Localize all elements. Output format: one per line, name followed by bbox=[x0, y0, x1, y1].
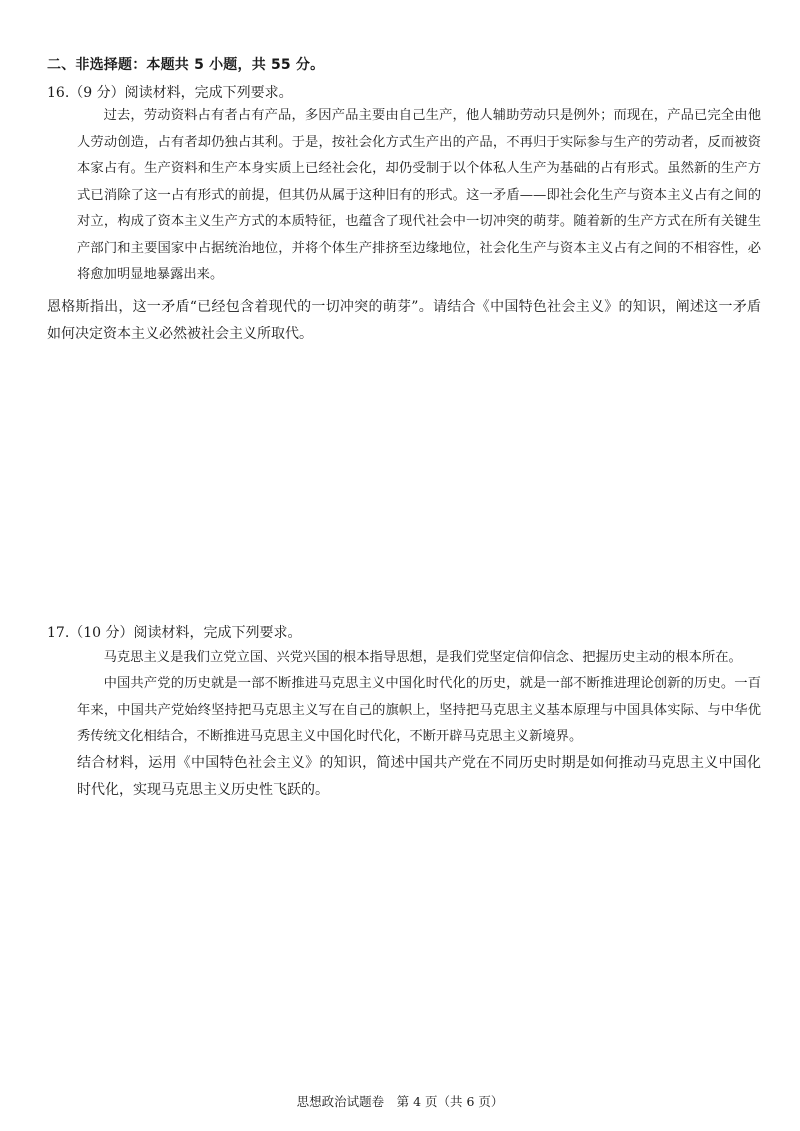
question-16-heading: 16.（9 分）阅读材料，完成下列要求。 bbox=[47, 85, 293, 101]
page-footer: 思想政治试题卷 第 4 页（共 6 页） bbox=[296, 1094, 504, 1109]
question-16-prompt: 恩格斯指出，这一矛盾“已经包含着现代的一切冲突的萌芽”。请结合《中国特色社会主义》的知识，阐述这一矛盾如何决定资本主义必然被社会主义所取代。 bbox=[47, 299, 761, 342]
question-17-prompt: 结合材料，运用《中国特色社会主义》的知识，简述中国共产党在不同历史时期是如何推动马克思主义中国化时代化，实现马克思主义历史性飞跃的。 bbox=[77, 755, 761, 798]
section-header: 二、非选择题：本题共 5 小题，共 55 分。 bbox=[47, 57, 325, 73]
question-16-material: 过去，劳动资料占有者占有产品，多因产品主要由自己生产，他人辅助劳动只是例外；而现在，产品已完全由他人劳动创造，占有者却仍独占其利。于是，按社会化方式生产出的产品，不再归于实际参与生产的劳动者，反而被资本家占有。生产资料和生产本身实质上已经社会化，却仍受制于以个体私人生产为基础的占有形式。虽然新的生产方式已消除了这一占有形式的前提，但其仍从属于这种旧有的形式。这一矛盾——即社会化生产与资本主义占有之间的对立，构成了资本主义生产方式的本质特征，也蕴含了现代社会中一切冲突的萌芽。随着新的生产方式在所有关键生产部门和主要国家中占据统治地位，并将个体生产排挤至边缘地位，社会化生产与资本主义占有之间的不相容性，必将愈加明显地暴露出来。 bbox=[77, 108, 761, 282]
question-17-material-2: 中国共产党的历史就是一部不断推进马克思主义中国化时代化的历史，就是一部不断推进理论创新的历史。一百年来，中国共产党始终坚持把马克思主义写在自己的旗帜上，坚持把马克思主义基本原理与中国具体实际、与中华优秀传统文化相结合，不断推进马克思主义中国化时代化，不断开辟马克思主义新境界。 bbox=[77, 676, 761, 744]
question-17-heading: 17.（10 分）阅读材料，完成下列要求。 bbox=[47, 625, 302, 641]
question-17-material-1: 马克思主义是我们立党立国、兴党兴国的根本指导思想，是我们党坚定信仰信念、把握历史主动的根本所在。 bbox=[103, 650, 742, 665]
question-17-answer-space bbox=[47, 810, 761, 1070]
question-16-answer-space bbox=[47, 350, 761, 610]
